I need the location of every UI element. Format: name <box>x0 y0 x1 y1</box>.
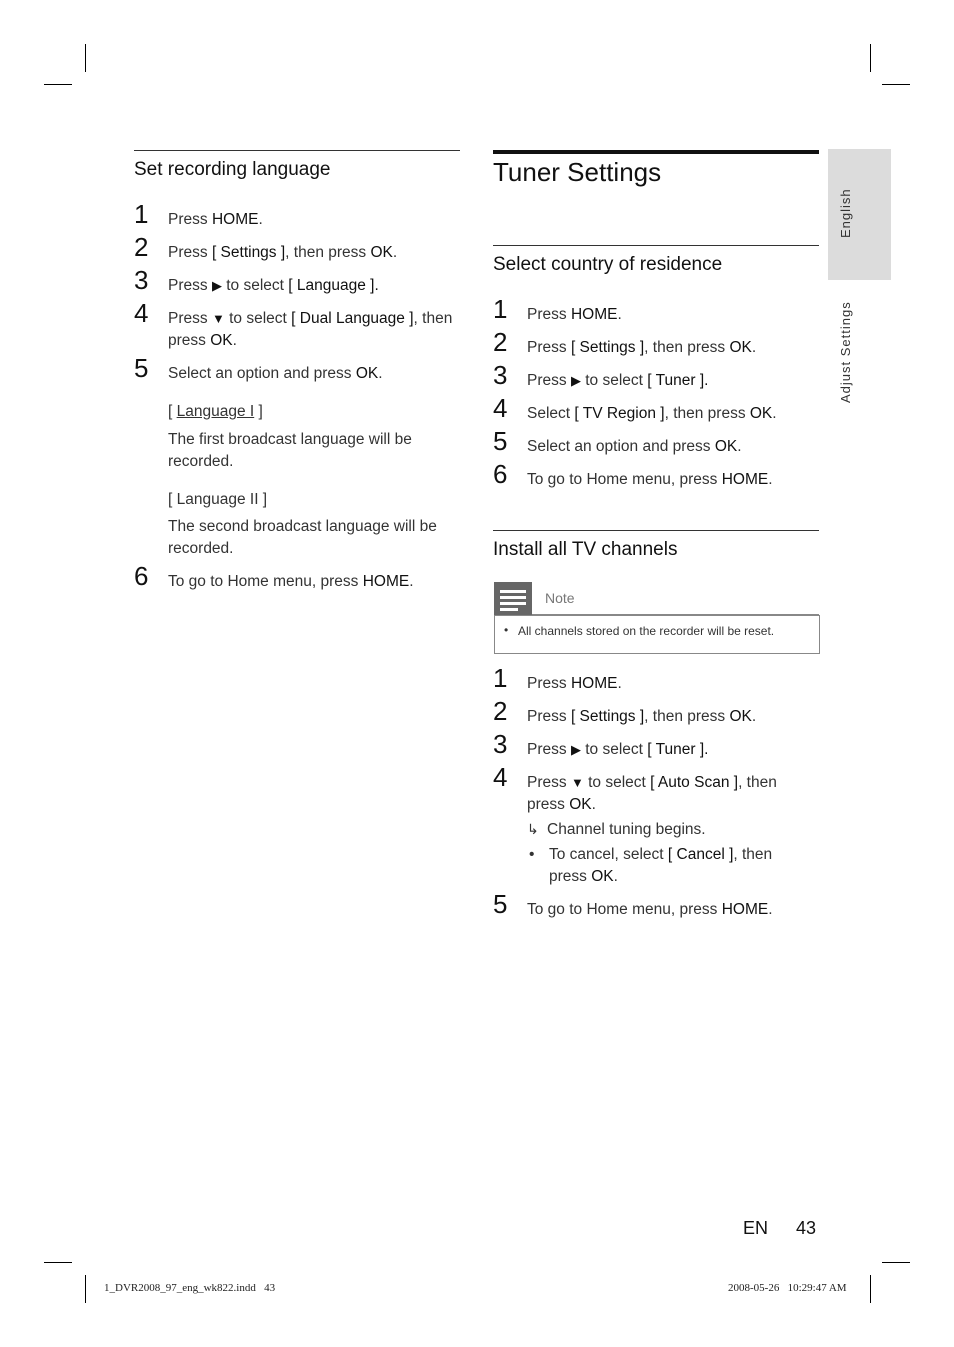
step-number: 1 <box>493 294 508 324</box>
step-number: 4 <box>134 298 149 328</box>
step-4: 4 Press ▼ to select [ Auto Scan ], then press OK. <box>493 762 777 813</box>
result-arrow-icon: ↳ <box>527 821 539 837</box>
crop-mark <box>44 1262 72 1263</box>
crop-mark <box>870 1275 871 1303</box>
down-arrow-icon: ▼ <box>570 775 584 790</box>
note-label: Note <box>545 590 575 606</box>
section-heading: Set recording language <box>134 159 331 180</box>
step-number: 4 <box>493 762 508 792</box>
step-6: 6 To go to Home menu, press HOME. <box>134 561 414 591</box>
section-heading: Select country of residence <box>493 254 723 275</box>
step-number: 3 <box>134 265 149 295</box>
step-4: 4 Press ▼ to select [ Dual Language ], then press OK. <box>134 298 453 349</box>
section-heading: Install all TV channels <box>493 539 678 560</box>
option-language-2-description: The second broadcast language will be recorded. <box>168 518 437 557</box>
step-3: 3 Press ▶ to select [ Tuner ]. <box>493 729 709 759</box>
down-arrow-icon: ▼ <box>211 311 225 326</box>
step-2: 2 Press [ Settings ], then press OK. <box>134 232 398 262</box>
page-number: 43 <box>796 1218 817 1238</box>
crop-mark <box>85 1275 86 1303</box>
cancel-instruction: To cancel, select [ Cancel ], then press OK. <box>549 846 773 885</box>
step-number: 5 <box>493 889 508 919</box>
option-language-1-title: [ Language I ] <box>168 403 263 420</box>
section-rule <box>493 245 819 246</box>
step-number: 1 <box>493 663 508 693</box>
crop-mark <box>870 44 871 72</box>
title-rule <box>493 150 819 154</box>
step-2: 2 Press [ Settings ], then press OK. <box>493 696 757 726</box>
step-3: 3 Press ▶ to select [ Language ]. <box>134 265 379 295</box>
step-6: 6 To go to Home menu, press HOME. <box>493 459 773 489</box>
step-1: 1 Press HOME. <box>493 663 622 693</box>
cancel-bullet: • <box>529 846 535 863</box>
step-number: 6 <box>134 561 149 591</box>
crop-mark <box>85 44 86 72</box>
step-number: 5 <box>134 353 149 383</box>
step-number: 3 <box>493 360 508 390</box>
right-arrow-icon: ▶ <box>570 373 581 388</box>
step-number: 3 <box>493 729 508 759</box>
step-5: 5 Select an option and press OK. <box>493 426 742 456</box>
step-number: 2 <box>134 232 149 262</box>
note-icon <box>494 582 532 615</box>
option-language-1-description: The first broadcast language will be recorded. <box>168 431 412 470</box>
step-number: 5 <box>493 426 508 456</box>
section-rule <box>493 530 819 531</box>
timestamp-slug: 2008-05-26 10:29:47 AM <box>728 1282 847 1294</box>
step-5: 5 To go to Home menu, press HOME. <box>493 889 773 919</box>
crop-mark <box>44 84 72 85</box>
step-number: 1 <box>134 199 149 229</box>
step-number: 6 <box>493 459 508 489</box>
step-number: 4 <box>493 393 508 423</box>
step-number: 2 <box>493 696 508 726</box>
note-text: All channels stored on the recorder will be reset. <box>518 624 775 638</box>
page-language: EN <box>743 1218 769 1238</box>
file-slug: 1_DVR2008_97_eng_wk822.indd 43 <box>104 1282 276 1294</box>
crop-mark <box>882 1262 910 1263</box>
step-1: 1 Press HOME. <box>493 294 622 324</box>
right-arrow-icon: ▶ <box>570 742 581 757</box>
section-tab-label: Adjust Settings <box>838 301 853 403</box>
crop-mark <box>882 84 910 85</box>
option-language-2-title: [ Language II ] <box>168 491 268 508</box>
step-5: 5 Select an option and press OK. <box>134 353 383 383</box>
note-bullet: • <box>504 623 509 637</box>
page-title: Tuner Settings <box>493 157 662 187</box>
step-2: 2 Press [ Settings ], then press OK. <box>493 327 757 357</box>
step-1: 1 Press HOME. <box>134 199 263 229</box>
step-3: 3 Press ▶ to select [ Tuner ]. <box>493 360 709 390</box>
right-arrow-icon: ▶ <box>211 278 222 293</box>
note-lines-icon <box>494 582 532 615</box>
step-number: 2 <box>493 327 508 357</box>
result-line: ↳ Channel tuning begins. <box>527 821 706 838</box>
language-tab-label: English <box>838 188 853 238</box>
section-rule <box>134 150 460 151</box>
step-4: 4 Select [ TV Region ], then press OK. <box>493 393 777 423</box>
